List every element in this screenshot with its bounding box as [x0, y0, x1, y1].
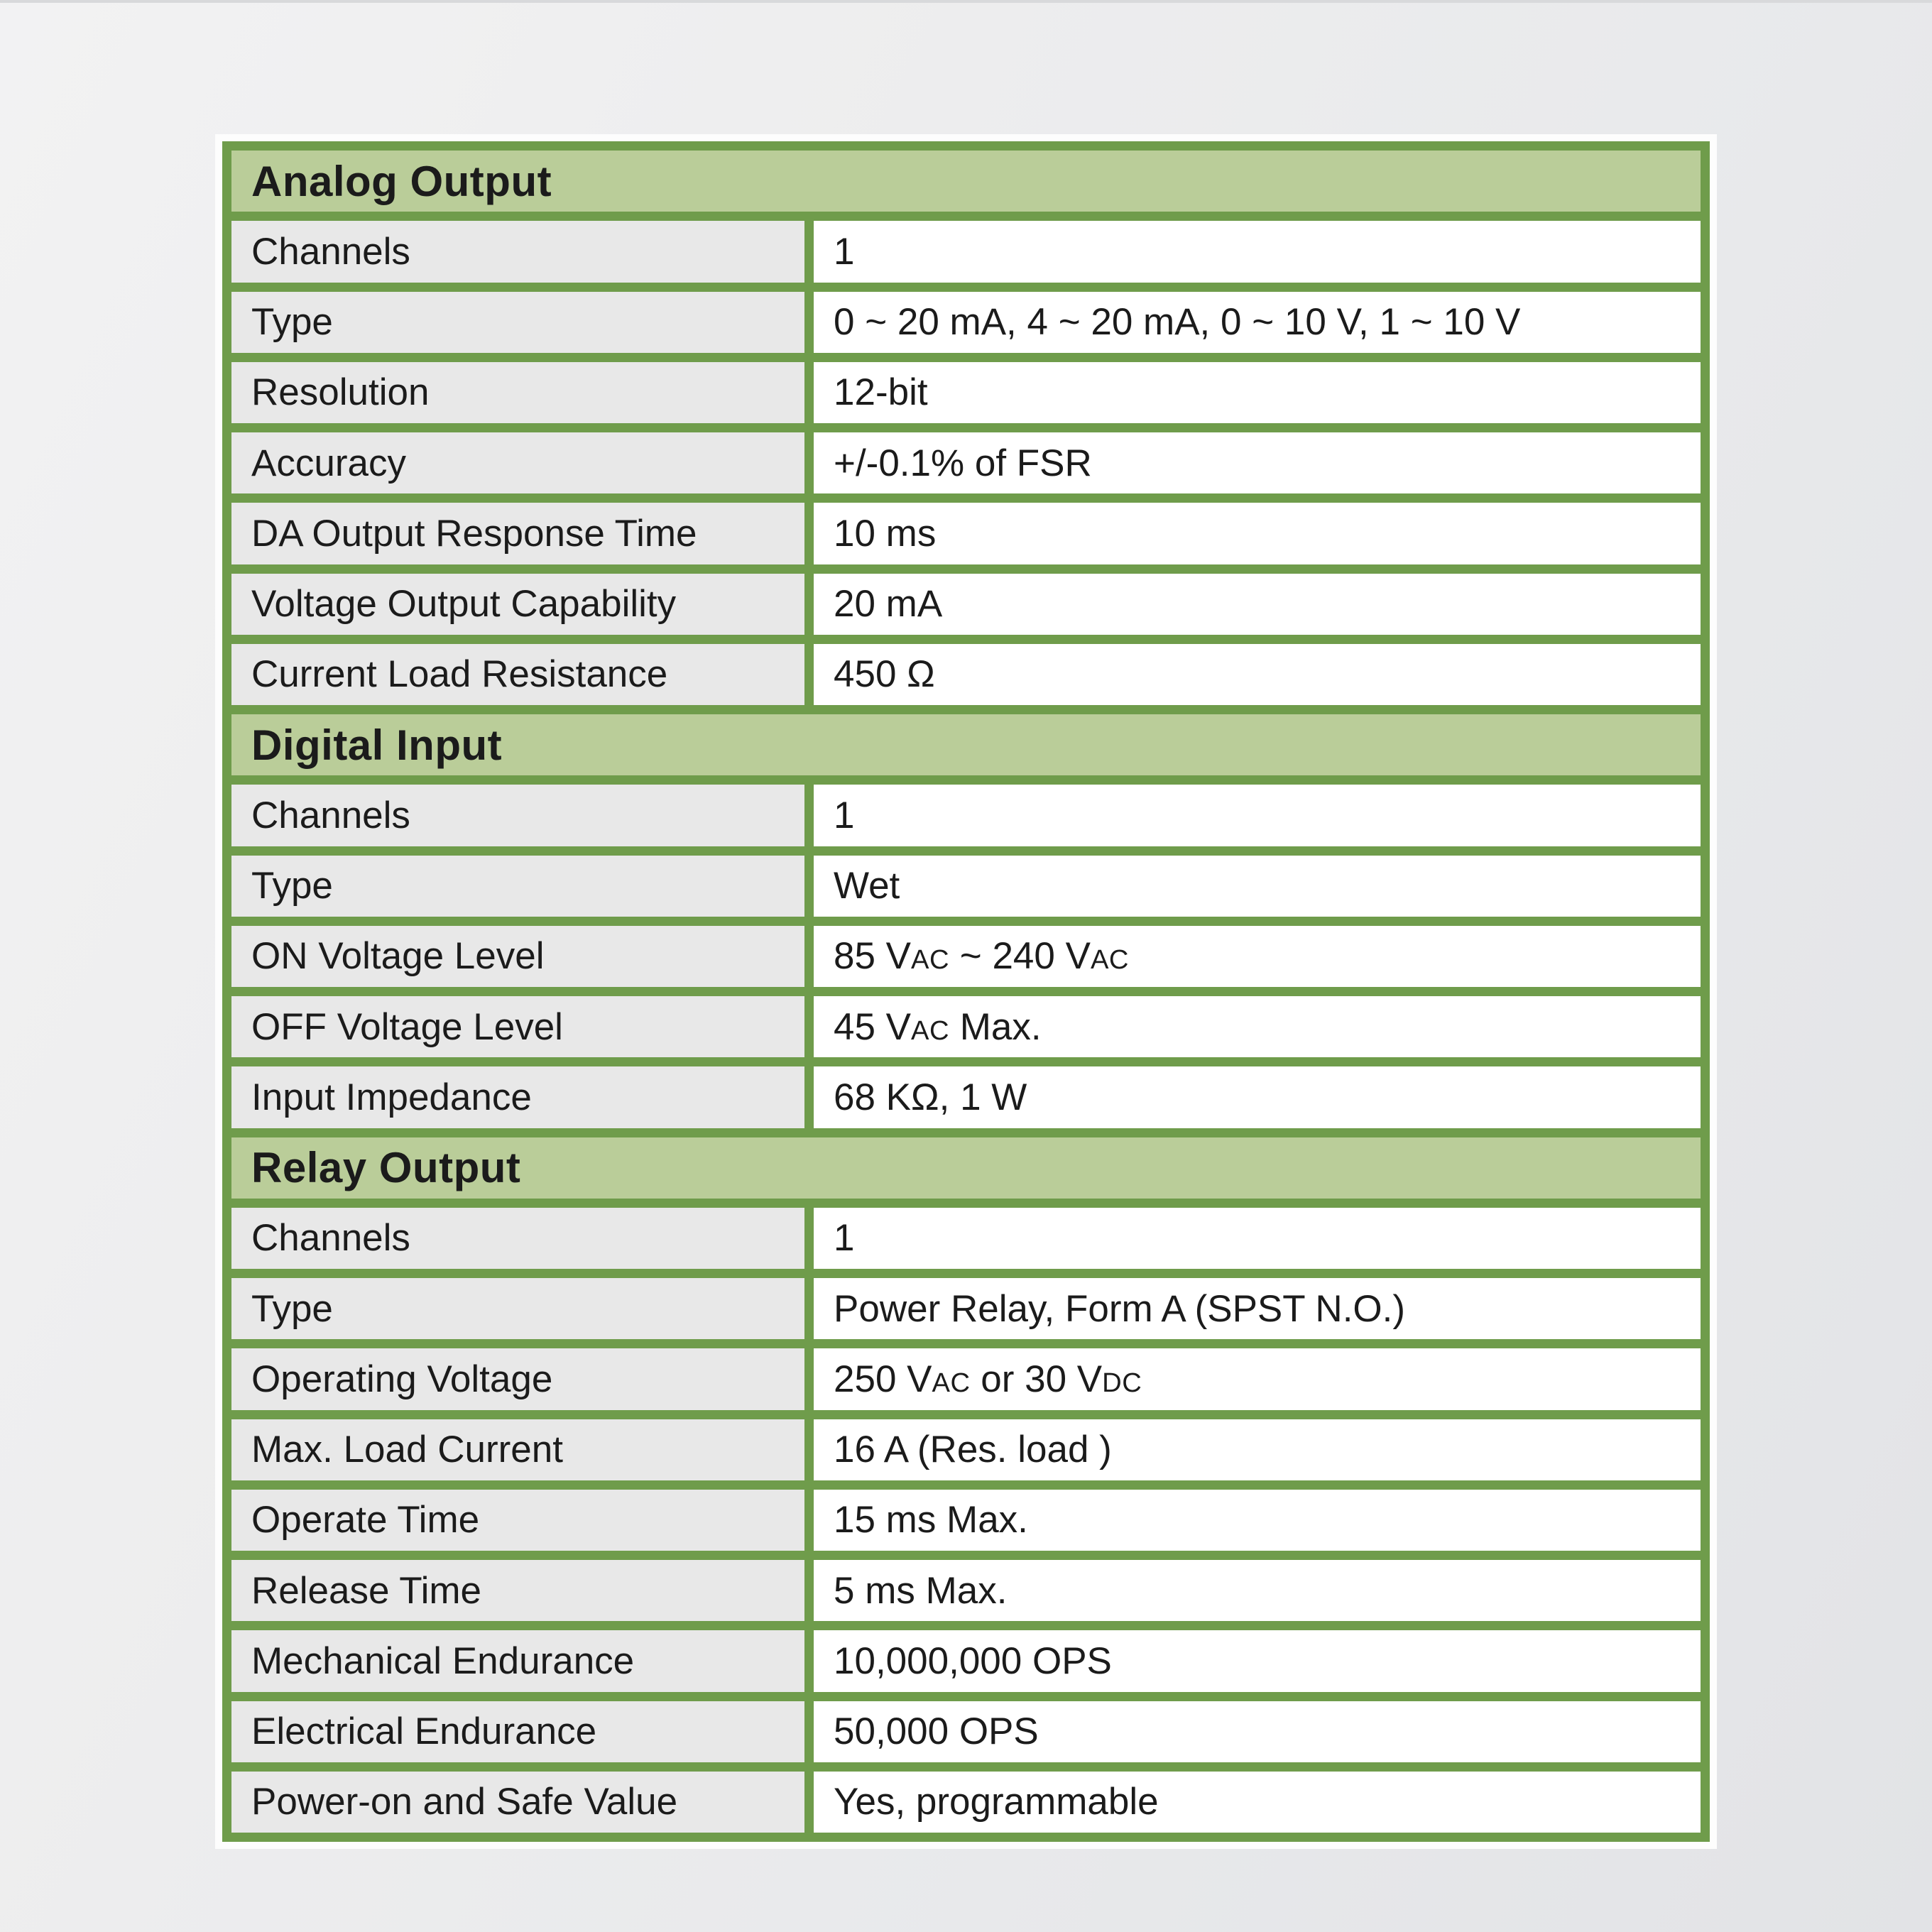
spec-value: 16 A (Res. load )	[834, 1429, 1112, 1471]
spec-label-cell	[231, 1278, 804, 1339]
spec-label-cell	[231, 1208, 804, 1269]
spec-label-cell	[231, 1630, 804, 1691]
spec-row	[231, 292, 1701, 353]
spec-value-cell	[814, 432, 1701, 493]
spec-label: Mechanical Endurance	[251, 1639, 635, 1682]
spec-row	[231, 221, 1701, 282]
spec-label-cell	[231, 292, 804, 353]
spec-value-cell	[814, 574, 1701, 635]
spec-value-cell	[814, 503, 1701, 564]
spec-label: Type	[251, 301, 333, 344]
spec-value-cell	[814, 926, 1701, 987]
spec-row	[231, 503, 1701, 564]
spec-row	[231, 856, 1701, 917]
spec-value-cell	[814, 1630, 1701, 1691]
spec-value-cell	[814, 644, 1701, 705]
spec-row	[231, 574, 1701, 635]
spec-value: 1	[834, 1217, 855, 1260]
spec-value: 1	[834, 230, 855, 273]
spec-label-cell	[231, 1348, 804, 1409]
spec-row	[231, 996, 1701, 1057]
spec-row	[231, 644, 1701, 705]
spec-label: Operating Voltage	[251, 1358, 553, 1400]
spec-row	[231, 1490, 1701, 1551]
spec-value-cell	[814, 221, 1701, 282]
spec-label: Type	[251, 1287, 333, 1330]
spec-value-cell	[814, 1701, 1701, 1762]
spec-value-cell	[814, 1066, 1701, 1128]
section-header-label: Analog Output	[251, 157, 552, 205]
spec-row	[231, 432, 1701, 493]
spec-label: Current Load Resistance	[251, 653, 668, 696]
spec-row	[231, 1630, 1701, 1691]
spec-label: DA Output Response Time	[251, 512, 697, 555]
spec-value-cell	[814, 362, 1701, 423]
spec-value-cell	[814, 1560, 1701, 1621]
spec-row	[231, 362, 1701, 423]
spec-value: 50,000 OPS	[834, 1710, 1039, 1753]
spec-value: 0 ~ 20 mA, 4 ~ 20 mA, 0 ~ 10 V, 1 ~ 10 V	[834, 301, 1521, 344]
spec-value: 85 VAC ~ 240 VAC	[834, 935, 1129, 978]
top-edge-line	[0, 0, 1932, 3]
section-header-label: Digital Input	[251, 721, 503, 769]
spec-label-cell	[231, 1066, 804, 1128]
spec-value-cell	[814, 1278, 1701, 1339]
spec-label-cell	[231, 1419, 804, 1480]
spec-row	[231, 1772, 1701, 1833]
spec-label: Accuracy	[251, 442, 406, 484]
spec-label: Channels	[251, 794, 410, 836]
spec-label-cell	[231, 503, 804, 564]
spec-label-cell	[231, 1701, 804, 1762]
spec-table	[215, 134, 1717, 1849]
section-header-label: Relay Output	[251, 1144, 521, 1192]
spec-value: 5 ms Max.	[834, 1569, 1008, 1612]
spec-row	[231, 1419, 1701, 1480]
spec-label: Resolution	[251, 371, 430, 414]
spec-value-cell	[814, 292, 1701, 353]
spec-value: 1	[834, 794, 855, 836]
spec-label: ON Voltage Level	[251, 935, 545, 978]
spec-value-cell	[814, 1490, 1701, 1551]
spec-row	[231, 1066, 1701, 1128]
spec-row	[231, 1701, 1701, 1762]
spec-label: Max. Load Current	[251, 1429, 563, 1471]
section-header-digital-input	[231, 714, 1701, 775]
spec-value: 15 ms Max.	[834, 1499, 1028, 1541]
section-header-analog-output	[231, 151, 1701, 212]
spec-label: OFF Voltage Level	[251, 1005, 563, 1048]
spec-label: Release Time	[251, 1569, 482, 1612]
spec-label-cell	[231, 1772, 804, 1833]
spec-label-cell	[231, 856, 804, 917]
spec-value-cell	[814, 1419, 1701, 1480]
spec-label: Channels	[251, 230, 410, 273]
spec-label: Voltage Output Capability	[251, 583, 677, 626]
spec-label-cell	[231, 574, 804, 635]
spec-label-cell	[231, 926, 804, 987]
spec-label: Electrical Endurance	[251, 1710, 597, 1753]
spec-value-cell	[814, 1348, 1701, 1409]
spec-value: 450 Ω	[834, 653, 935, 696]
spec-label: Type	[251, 865, 333, 907]
spec-value: +/-0.1% of FSR	[834, 442, 1092, 484]
spec-label: Input Impedance	[251, 1076, 532, 1118]
spec-value: Yes, programmable	[834, 1781, 1159, 1823]
spec-row	[231, 1560, 1701, 1621]
spec-label-cell	[231, 1490, 804, 1551]
spec-row	[231, 1208, 1701, 1269]
spec-label-cell	[231, 432, 804, 493]
spec-row	[231, 926, 1701, 987]
spec-label: Operate Time	[251, 1499, 480, 1541]
spec-row	[231, 1348, 1701, 1409]
section-header-relay-output	[231, 1137, 1701, 1199]
spec-value: Wet	[834, 865, 900, 907]
spec-label: Channels	[251, 1217, 410, 1260]
spec-value: 20 mA	[834, 583, 943, 626]
spec-value: 10 ms	[834, 512, 937, 555]
spec-value: 250 VAC or 30 VDC	[834, 1358, 1142, 1400]
spec-value: 45 VAC Max.	[834, 1005, 1042, 1048]
spec-value-cell	[814, 1772, 1701, 1833]
spec-label: Power-on and Safe Value	[251, 1781, 678, 1823]
spec-row	[231, 1278, 1701, 1339]
spec-value: 12-bit	[834, 371, 928, 414]
spec-value: 10,000,000 OPS	[834, 1639, 1112, 1682]
spec-label-cell	[231, 785, 804, 846]
spec-value-cell	[814, 856, 1701, 917]
spec-value: 68 KΩ, 1 W	[834, 1076, 1027, 1118]
spec-label-cell	[231, 221, 804, 282]
spec-row	[231, 785, 1701, 846]
spec-label-cell	[231, 362, 804, 423]
spec-value-cell	[814, 785, 1701, 846]
spec-label-cell	[231, 1560, 804, 1621]
spec-label-cell	[231, 996, 804, 1057]
spec-value-cell	[814, 1208, 1701, 1269]
spec-value-cell	[814, 996, 1701, 1057]
spec-value: Power Relay, Form A (SPST N.O.)	[834, 1287, 1406, 1330]
spec-label-cell	[231, 644, 804, 705]
